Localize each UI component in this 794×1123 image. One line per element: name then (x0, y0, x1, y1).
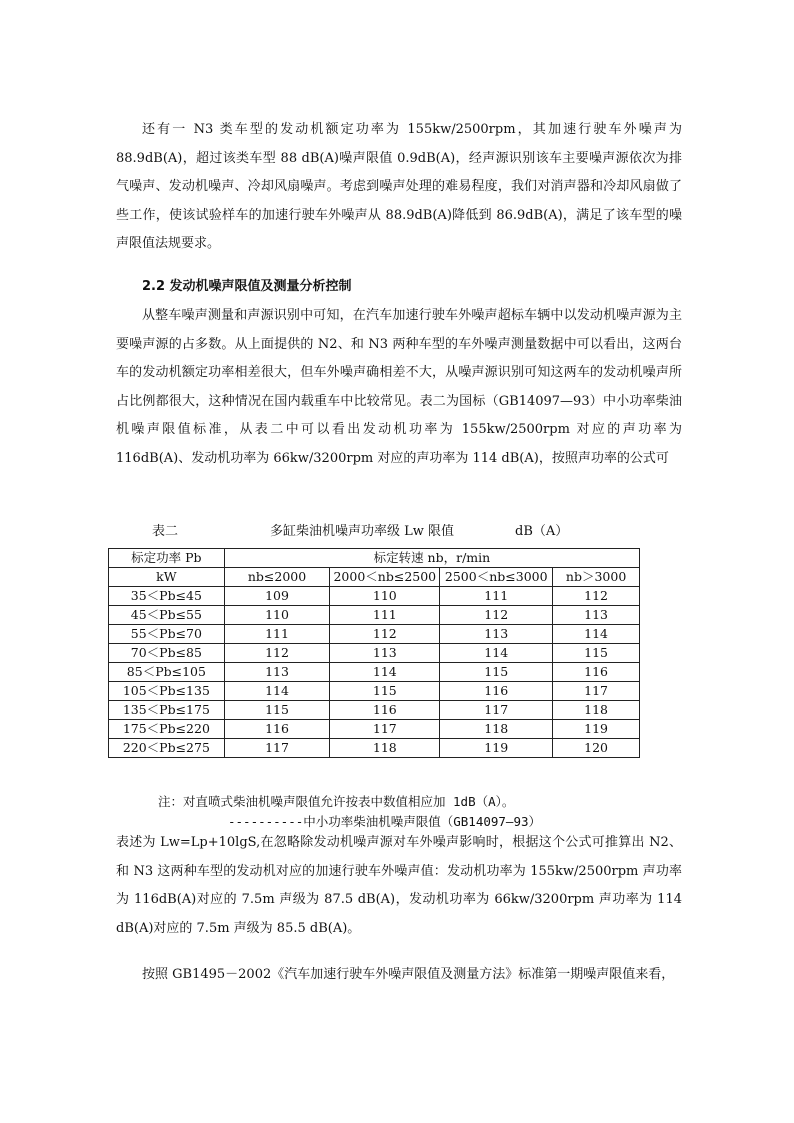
table-row (109, 720, 640, 739)
value-cell: 111 (440, 587, 553, 606)
value-cell: 117 (330, 720, 440, 739)
value-cell: 109 (224, 587, 330, 606)
value-cell: 119 (553, 720, 640, 739)
table-row (109, 625, 640, 644)
value-cell: 118 (553, 701, 640, 720)
value-cell: 115 (553, 644, 640, 663)
table-note: 注：对直喷式柴油机噪声限值允许按表中数值相应加 1dB（A）。 (158, 794, 515, 809)
table-caption-label: 表二 (152, 524, 179, 539)
header-power-unit: kW (109, 568, 225, 587)
table-caption-title: 多缸柴油机噪声功率级 Lw 限值 (270, 524, 455, 539)
header-power: 标定功率 Pb (109, 549, 225, 568)
value-cell: 118 (440, 720, 553, 739)
header-speed: 标定转速 nb，r/min (224, 549, 639, 568)
table-source: ----------中小功率柴油机噪声限值（GB14097—93） (228, 814, 542, 829)
header-speed-range: nb＞3000 (553, 568, 640, 587)
value-cell: 117 (553, 682, 640, 701)
value-cell: 114 (330, 663, 440, 682)
power-range-cell: 105＜Pb≤135 (109, 682, 225, 701)
table-header-row (109, 549, 640, 568)
value-cell: 117 (224, 739, 330, 758)
value-cell: 113 (224, 663, 330, 682)
paragraph-n3-vehicle: 还有一 N3 类车型的发动机额定功率为 155kw/2500rpm，其加速行驶车外噪声为88.9dB(A)，超过该类车型 88 dB(A)噪声限值 0.9dB(A)，经声源识别该车主要噪声源依次为排气噪声、发动机噪声、冷却风扇噪声。考虑到噪声处理的难易程度，我们对消声器和冷却风扇做了些工作，使该试验样车的加速行驶车外噪声从 88.9dB(A)降低到 86.9dB(A)，满足了该车型的噪声限值法规要求。 (116, 122, 682, 251)
value-cell: 110 (224, 606, 330, 625)
value-cell: 111 (330, 606, 440, 625)
value-cell: 113 (330, 644, 440, 663)
value-cell: 114 (440, 644, 553, 663)
value-cell: 120 (553, 739, 640, 758)
power-range-cell: 45＜Pb≤55 (109, 606, 225, 625)
noise-limit-table (108, 548, 640, 758)
power-range-cell: 35＜Pb≤45 (109, 587, 225, 606)
table-row (109, 663, 640, 682)
value-cell: 115 (330, 682, 440, 701)
value-cell: 115 (224, 701, 330, 720)
table-row (109, 644, 640, 663)
value-cell: 118 (330, 739, 440, 758)
value-cell: 113 (553, 606, 640, 625)
table-caption-unit: dB（A） (515, 524, 569, 539)
value-cell: 116 (553, 663, 640, 682)
value-cell: 114 (553, 625, 640, 644)
power-range-cell: 175＜Pb≤220 (109, 720, 225, 739)
value-cell: 116 (440, 682, 553, 701)
value-cell: 115 (440, 663, 553, 682)
table-row (109, 587, 640, 606)
value-cell: 111 (224, 625, 330, 644)
header-speed-range: 2000＜nb≤2500 (330, 568, 440, 587)
value-cell: 119 (440, 739, 553, 758)
paragraph-formula: 表述为 Lw=Lp+10lgS,在忽略除发动机噪声源对车外噪声影响时，根据这个公式可推算出 N2、和 N3 这两种车型的发动机对应的加速行驶车外噪声值：发动机功率为 155kw/2500rpm 声功率为 116dB(A)对应的 7.5m 声级为 87.5 dB(A)，发动机功率为 66kw/3200rpm 声功率为 114 dB(A)对应的 7.5m 声级为 85.5 dB(A)。 (116, 835, 682, 936)
header-speed-range: nb≤2000 (224, 568, 330, 587)
value-cell: 116 (330, 701, 440, 720)
paragraph-standard: 按照 GB1495－2002《汽车加速行驶车外噪声限值及测量方法》标准第一期噪声限值来看， (142, 967, 675, 982)
power-range-cell: 220＜Pb≤275 (109, 739, 225, 758)
table-row (109, 606, 640, 625)
value-cell: 110 (330, 587, 440, 606)
paragraph-engine-noise: 从整车噪声测量和声源识别中可知，在汽车加速行驶车外噪声超标车辆中以发动机噪声源为主要噪声源的占多数。从上面提供的 N2、和 N3 两种车型的车外噪声测量数据中可以看出，这两台车的发动机额定功率相差很大，但车外噪声确相差不大，从噪声源识别可知这两车的发动机噪声所占比例都很大，这种情况在国内载重车中比较常见。表二为国标（GB14097—93）中小功率柴油机噪声限值标准，从表二中可以看出发动机功率为 155kw/2500rpm 对应的声功率为 116dB(A)、发动机功率为 66kw/3200rpm 对应的声功率为 114 dB(A)，按照声功率的公式可 (116, 308, 682, 466)
table-row (109, 739, 640, 758)
section-heading: 2.2 发动机噪声限值及测量分析控制 (142, 279, 352, 294)
power-range-cell: 70＜Pb≤85 (109, 644, 225, 663)
table-subheader-row (109, 568, 640, 587)
value-cell: 112 (224, 644, 330, 663)
power-range-cell: 85＜Pb≤105 (109, 663, 225, 682)
value-cell: 112 (330, 625, 440, 644)
value-cell: 114 (224, 682, 330, 701)
power-range-cell: 55＜Pb≤70 (109, 625, 225, 644)
table-row (109, 701, 640, 720)
header-speed-range: 2500＜nb≤3000 (440, 568, 553, 587)
value-cell: 112 (553, 587, 640, 606)
value-cell: 113 (440, 625, 553, 644)
power-range-cell: 135＜Pb≤175 (109, 701, 225, 720)
value-cell: 116 (224, 720, 330, 739)
value-cell: 117 (440, 701, 553, 720)
table-row (109, 682, 640, 701)
value-cell: 112 (440, 606, 553, 625)
